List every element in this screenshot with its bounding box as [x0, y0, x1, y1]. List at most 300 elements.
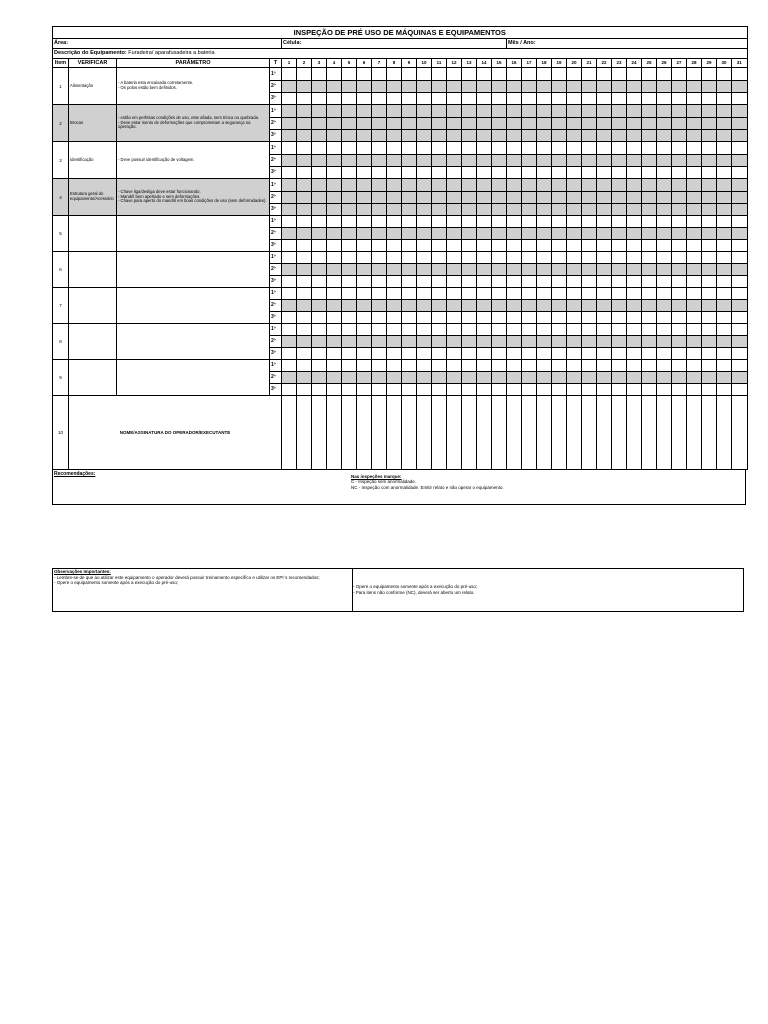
check-cell-day-12[interactable] [447, 142, 462, 155]
check-cell-day-1[interactable] [282, 81, 297, 93]
check-cell-day-3[interactable] [312, 348, 327, 360]
check-cell-day-2[interactable] [297, 167, 312, 179]
check-cell-day-14[interactable] [477, 167, 492, 179]
check-cell-day-12[interactable] [447, 192, 462, 204]
check-cell-day-7[interactable] [372, 324, 387, 336]
check-cell-day-5[interactable] [342, 228, 357, 240]
check-cell-day-27[interactable] [672, 130, 687, 142]
check-cell-day-13[interactable] [462, 264, 477, 276]
check-cell-day-1[interactable] [282, 228, 297, 240]
check-cell-day-27[interactable] [672, 312, 687, 324]
check-cell-day-4[interactable] [327, 276, 342, 288]
check-cell-day-23[interactable] [612, 228, 627, 240]
check-cell-day-5[interactable] [342, 130, 357, 142]
check-cell-day-20[interactable] [567, 252, 582, 264]
check-cell-day-31[interactable] [732, 118, 748, 130]
check-cell-day-26[interactable] [657, 384, 672, 396]
check-cell-day-8[interactable] [387, 155, 402, 167]
check-cell-day-4[interactable] [327, 300, 342, 312]
check-cell-day-13[interactable] [462, 179, 477, 192]
check-cell-day-3[interactable] [312, 118, 327, 130]
check-cell-day-5[interactable] [342, 300, 357, 312]
check-cell-day-13[interactable] [462, 228, 477, 240]
check-cell-day-4[interactable] [327, 118, 342, 130]
check-cell-day-3[interactable] [312, 228, 327, 240]
check-cell-day-30[interactable] [717, 118, 732, 130]
check-cell-day-12[interactable] [447, 324, 462, 336]
check-cell-day-1[interactable] [282, 372, 297, 384]
check-cell-day-7[interactable] [372, 118, 387, 130]
check-cell-day-21[interactable] [582, 179, 597, 192]
signature-cell-day-18[interactable] [537, 396, 552, 470]
check-cell-day-23[interactable] [612, 240, 627, 252]
check-cell-day-6[interactable] [357, 300, 372, 312]
check-cell-day-28[interactable] [687, 348, 702, 360]
signature-cell-day-30[interactable] [717, 396, 732, 470]
check-cell-day-8[interactable] [387, 179, 402, 192]
check-cell-day-19[interactable] [552, 288, 567, 300]
check-cell-day-16[interactable] [507, 155, 522, 167]
signature-cell-day-31[interactable] [732, 396, 748, 470]
check-cell-day-22[interactable] [597, 155, 612, 167]
check-cell-day-12[interactable] [447, 93, 462, 105]
check-cell-day-5[interactable] [342, 93, 357, 105]
check-cell-day-30[interactable] [717, 288, 732, 300]
check-cell-day-21[interactable] [582, 348, 597, 360]
check-cell-day-20[interactable] [567, 240, 582, 252]
check-cell-day-18[interactable] [537, 118, 552, 130]
check-cell-day-30[interactable] [717, 192, 732, 204]
check-cell-day-10[interactable] [417, 360, 432, 372]
check-cell-day-25[interactable] [642, 336, 657, 348]
check-cell-day-18[interactable] [537, 300, 552, 312]
check-cell-day-20[interactable] [567, 216, 582, 228]
check-cell-day-19[interactable] [552, 228, 567, 240]
check-cell-day-9[interactable] [402, 142, 417, 155]
check-cell-day-10[interactable] [417, 300, 432, 312]
check-cell-day-3[interactable] [312, 384, 327, 396]
check-cell-day-16[interactable] [507, 105, 522, 118]
check-cell-day-20[interactable] [567, 372, 582, 384]
check-cell-day-5[interactable] [342, 288, 357, 300]
check-cell-day-10[interactable] [417, 68, 432, 81]
check-cell-day-14[interactable] [477, 155, 492, 167]
check-cell-day-6[interactable] [357, 276, 372, 288]
check-cell-day-25[interactable] [642, 276, 657, 288]
check-cell-day-15[interactable] [492, 264, 507, 276]
check-cell-day-24[interactable] [627, 105, 642, 118]
check-cell-day-5[interactable] [342, 324, 357, 336]
check-cell-day-17[interactable] [522, 228, 537, 240]
check-cell-day-3[interactable] [312, 288, 327, 300]
check-cell-day-20[interactable] [567, 312, 582, 324]
check-cell-day-11[interactable] [432, 142, 447, 155]
check-cell-day-7[interactable] [372, 130, 387, 142]
check-cell-day-16[interactable] [507, 204, 522, 216]
check-cell-day-27[interactable] [672, 276, 687, 288]
check-cell-day-7[interactable] [372, 312, 387, 324]
check-cell-day-27[interactable] [672, 167, 687, 179]
check-cell-day-24[interactable] [627, 179, 642, 192]
check-cell-day-24[interactable] [627, 93, 642, 105]
check-cell-day-14[interactable] [477, 288, 492, 300]
check-cell-day-20[interactable] [567, 118, 582, 130]
check-cell-day-24[interactable] [627, 324, 642, 336]
check-cell-day-6[interactable] [357, 142, 372, 155]
check-cell-day-31[interactable] [732, 204, 748, 216]
check-cell-day-15[interactable] [492, 204, 507, 216]
check-cell-day-9[interactable] [402, 300, 417, 312]
check-cell-day-25[interactable] [642, 300, 657, 312]
check-cell-day-26[interactable] [657, 372, 672, 384]
check-cell-day-6[interactable] [357, 155, 372, 167]
check-cell-day-24[interactable] [627, 81, 642, 93]
check-cell-day-9[interactable] [402, 264, 417, 276]
check-cell-day-25[interactable] [642, 130, 657, 142]
check-cell-day-25[interactable] [642, 93, 657, 105]
check-cell-day-13[interactable] [462, 81, 477, 93]
check-cell-day-15[interactable] [492, 118, 507, 130]
check-cell-day-26[interactable] [657, 276, 672, 288]
check-cell-day-7[interactable] [372, 336, 387, 348]
check-cell-day-4[interactable] [327, 192, 342, 204]
check-cell-day-24[interactable] [627, 155, 642, 167]
check-cell-day-22[interactable] [597, 348, 612, 360]
check-cell-day-22[interactable] [597, 167, 612, 179]
check-cell-day-21[interactable] [582, 312, 597, 324]
check-cell-day-3[interactable] [312, 204, 327, 216]
check-cell-day-4[interactable] [327, 179, 342, 192]
check-cell-day-8[interactable] [387, 204, 402, 216]
check-cell-day-9[interactable] [402, 312, 417, 324]
check-cell-day-1[interactable] [282, 130, 297, 142]
check-cell-day-31[interactable] [732, 312, 748, 324]
check-cell-day-15[interactable] [492, 312, 507, 324]
check-cell-day-9[interactable] [402, 179, 417, 192]
check-cell-day-27[interactable] [672, 300, 687, 312]
check-cell-day-25[interactable] [642, 179, 657, 192]
check-cell-day-30[interactable] [717, 324, 732, 336]
check-cell-day-29[interactable] [702, 216, 717, 228]
check-cell-day-5[interactable] [342, 81, 357, 93]
check-cell-day-28[interactable] [687, 204, 702, 216]
check-cell-day-8[interactable] [387, 167, 402, 179]
check-cell-day-8[interactable] [387, 276, 402, 288]
check-cell-day-23[interactable] [612, 192, 627, 204]
check-cell-day-14[interactable] [477, 240, 492, 252]
check-cell-day-2[interactable] [297, 276, 312, 288]
check-cell-day-1[interactable] [282, 324, 297, 336]
check-cell-day-16[interactable] [507, 288, 522, 300]
check-cell-day-17[interactable] [522, 93, 537, 105]
check-cell-day-18[interactable] [537, 240, 552, 252]
check-cell-day-23[interactable] [612, 324, 627, 336]
check-cell-day-15[interactable] [492, 324, 507, 336]
check-cell-day-25[interactable] [642, 360, 657, 372]
check-cell-day-22[interactable] [597, 204, 612, 216]
check-cell-day-11[interactable] [432, 252, 447, 264]
check-cell-day-5[interactable] [342, 216, 357, 228]
check-cell-day-8[interactable] [387, 300, 402, 312]
check-cell-day-16[interactable] [507, 216, 522, 228]
check-cell-day-19[interactable] [552, 204, 567, 216]
check-cell-day-11[interactable] [432, 216, 447, 228]
check-cell-day-23[interactable] [612, 68, 627, 81]
check-cell-day-3[interactable] [312, 216, 327, 228]
check-cell-day-3[interactable] [312, 155, 327, 167]
check-cell-day-22[interactable] [597, 336, 612, 348]
check-cell-day-23[interactable] [612, 216, 627, 228]
check-cell-day-22[interactable] [597, 312, 612, 324]
check-cell-day-9[interactable] [402, 276, 417, 288]
check-cell-day-14[interactable] [477, 179, 492, 192]
check-cell-day-18[interactable] [537, 130, 552, 142]
check-cell-day-3[interactable] [312, 192, 327, 204]
check-cell-day-10[interactable] [417, 204, 432, 216]
check-cell-day-13[interactable] [462, 252, 477, 264]
check-cell-day-16[interactable] [507, 384, 522, 396]
check-cell-day-26[interactable] [657, 324, 672, 336]
check-cell-day-29[interactable] [702, 264, 717, 276]
check-cell-day-26[interactable] [657, 167, 672, 179]
check-cell-day-7[interactable] [372, 300, 387, 312]
check-cell-day-4[interactable] [327, 81, 342, 93]
check-cell-day-4[interactable] [327, 93, 342, 105]
check-cell-day-13[interactable] [462, 204, 477, 216]
check-cell-day-23[interactable] [612, 252, 627, 264]
check-cell-day-2[interactable] [297, 252, 312, 264]
check-cell-day-11[interactable] [432, 348, 447, 360]
check-cell-day-26[interactable] [657, 300, 672, 312]
check-cell-day-4[interactable] [327, 264, 342, 276]
check-cell-day-27[interactable] [672, 228, 687, 240]
check-cell-day-21[interactable] [582, 105, 597, 118]
check-cell-day-6[interactable] [357, 348, 372, 360]
check-cell-day-4[interactable] [327, 204, 342, 216]
check-cell-day-29[interactable] [702, 155, 717, 167]
check-cell-day-13[interactable] [462, 142, 477, 155]
check-cell-day-14[interactable] [477, 204, 492, 216]
check-cell-day-5[interactable] [342, 264, 357, 276]
check-cell-day-23[interactable] [612, 118, 627, 130]
check-cell-day-11[interactable] [432, 372, 447, 384]
check-cell-day-13[interactable] [462, 372, 477, 384]
check-cell-day-28[interactable] [687, 360, 702, 372]
check-cell-day-10[interactable] [417, 312, 432, 324]
check-cell-day-11[interactable] [432, 276, 447, 288]
check-cell-day-11[interactable] [432, 384, 447, 396]
check-cell-day-29[interactable] [702, 372, 717, 384]
check-cell-day-25[interactable] [642, 324, 657, 336]
check-cell-day-4[interactable] [327, 167, 342, 179]
check-cell-day-22[interactable] [597, 252, 612, 264]
check-cell-day-20[interactable] [567, 324, 582, 336]
check-cell-day-28[interactable] [687, 68, 702, 81]
check-cell-day-23[interactable] [612, 93, 627, 105]
check-cell-day-22[interactable] [597, 372, 612, 384]
check-cell-day-20[interactable] [567, 360, 582, 372]
check-cell-day-24[interactable] [627, 167, 642, 179]
check-cell-day-3[interactable] [312, 312, 327, 324]
check-cell-day-26[interactable] [657, 93, 672, 105]
check-cell-day-17[interactable] [522, 105, 537, 118]
check-cell-day-2[interactable] [297, 81, 312, 93]
check-cell-day-28[interactable] [687, 240, 702, 252]
check-cell-day-2[interactable] [297, 130, 312, 142]
check-cell-day-17[interactable] [522, 118, 537, 130]
check-cell-day-18[interactable] [537, 228, 552, 240]
check-cell-day-28[interactable] [687, 130, 702, 142]
check-cell-day-14[interactable] [477, 264, 492, 276]
check-cell-day-17[interactable] [522, 384, 537, 396]
signature-cell-day-3[interactable] [312, 396, 327, 470]
check-cell-day-27[interactable] [672, 240, 687, 252]
check-cell-day-8[interactable] [387, 68, 402, 81]
check-cell-day-12[interactable] [447, 372, 462, 384]
check-cell-day-1[interactable] [282, 336, 297, 348]
check-cell-day-9[interactable] [402, 130, 417, 142]
signature-cell-day-28[interactable] [687, 396, 702, 470]
check-cell-day-20[interactable] [567, 167, 582, 179]
check-cell-day-23[interactable] [612, 264, 627, 276]
check-cell-day-6[interactable] [357, 204, 372, 216]
check-cell-day-9[interactable] [402, 384, 417, 396]
check-cell-day-31[interactable] [732, 360, 748, 372]
check-cell-day-31[interactable] [732, 264, 748, 276]
check-cell-day-23[interactable] [612, 336, 627, 348]
check-cell-day-7[interactable] [372, 288, 387, 300]
check-cell-day-12[interactable] [447, 240, 462, 252]
check-cell-day-31[interactable] [732, 216, 748, 228]
check-cell-day-8[interactable] [387, 312, 402, 324]
check-cell-day-13[interactable] [462, 155, 477, 167]
check-cell-day-27[interactable] [672, 93, 687, 105]
check-cell-day-31[interactable] [732, 288, 748, 300]
check-cell-day-11[interactable] [432, 68, 447, 81]
check-cell-day-30[interactable] [717, 142, 732, 155]
check-cell-day-12[interactable] [447, 167, 462, 179]
check-cell-day-12[interactable] [447, 336, 462, 348]
check-cell-day-28[interactable] [687, 118, 702, 130]
check-cell-day-7[interactable] [372, 252, 387, 264]
check-cell-day-29[interactable] [702, 68, 717, 81]
check-cell-day-6[interactable] [357, 130, 372, 142]
check-cell-day-1[interactable] [282, 264, 297, 276]
check-cell-day-22[interactable] [597, 264, 612, 276]
check-cell-day-7[interactable] [372, 360, 387, 372]
check-cell-day-8[interactable] [387, 264, 402, 276]
check-cell-day-28[interactable] [687, 384, 702, 396]
check-cell-day-10[interactable] [417, 155, 432, 167]
signature-cell-day-9[interactable] [402, 396, 417, 470]
check-cell-day-22[interactable] [597, 130, 612, 142]
check-cell-day-24[interactable] [627, 68, 642, 81]
check-cell-day-6[interactable] [357, 360, 372, 372]
check-cell-day-5[interactable] [342, 105, 357, 118]
check-cell-day-26[interactable] [657, 81, 672, 93]
check-cell-day-23[interactable] [612, 288, 627, 300]
check-cell-day-3[interactable] [312, 360, 327, 372]
check-cell-day-23[interactable] [612, 360, 627, 372]
check-cell-day-11[interactable] [432, 118, 447, 130]
check-cell-day-5[interactable] [342, 372, 357, 384]
check-cell-day-17[interactable] [522, 348, 537, 360]
check-cell-day-16[interactable] [507, 142, 522, 155]
check-cell-day-7[interactable] [372, 264, 387, 276]
check-cell-day-16[interactable] [507, 312, 522, 324]
check-cell-day-9[interactable] [402, 105, 417, 118]
check-cell-day-14[interactable] [477, 252, 492, 264]
check-cell-day-3[interactable] [312, 68, 327, 81]
check-cell-day-21[interactable] [582, 118, 597, 130]
check-cell-day-15[interactable] [492, 179, 507, 192]
check-cell-day-27[interactable] [672, 372, 687, 384]
check-cell-day-27[interactable] [672, 324, 687, 336]
check-cell-day-26[interactable] [657, 288, 672, 300]
check-cell-day-26[interactable] [657, 105, 672, 118]
check-cell-day-17[interactable] [522, 336, 537, 348]
check-cell-day-20[interactable] [567, 276, 582, 288]
check-cell-day-28[interactable] [687, 167, 702, 179]
check-cell-day-24[interactable] [627, 216, 642, 228]
check-cell-day-26[interactable] [657, 312, 672, 324]
check-cell-day-15[interactable] [492, 192, 507, 204]
check-cell-day-2[interactable] [297, 155, 312, 167]
check-cell-day-20[interactable] [567, 300, 582, 312]
check-cell-day-17[interactable] [522, 300, 537, 312]
signature-cell-day-19[interactable] [552, 396, 567, 470]
check-cell-day-10[interactable] [417, 276, 432, 288]
check-cell-day-30[interactable] [717, 216, 732, 228]
check-cell-day-23[interactable] [612, 142, 627, 155]
check-cell-day-6[interactable] [357, 179, 372, 192]
check-cell-day-5[interactable] [342, 240, 357, 252]
check-cell-day-11[interactable] [432, 336, 447, 348]
check-cell-day-19[interactable] [552, 179, 567, 192]
check-cell-day-18[interactable] [537, 179, 552, 192]
check-cell-day-25[interactable] [642, 192, 657, 204]
check-cell-day-13[interactable] [462, 360, 477, 372]
check-cell-day-9[interactable] [402, 81, 417, 93]
check-cell-day-27[interactable] [672, 348, 687, 360]
check-cell-day-6[interactable] [357, 324, 372, 336]
check-cell-day-11[interactable] [432, 240, 447, 252]
check-cell-day-18[interactable] [537, 324, 552, 336]
check-cell-day-1[interactable] [282, 105, 297, 118]
check-cell-day-30[interactable] [717, 228, 732, 240]
check-cell-day-25[interactable] [642, 155, 657, 167]
check-cell-day-26[interactable] [657, 142, 672, 155]
check-cell-day-4[interactable] [327, 105, 342, 118]
check-cell-day-4[interactable] [327, 240, 342, 252]
check-cell-day-26[interactable] [657, 252, 672, 264]
check-cell-day-26[interactable] [657, 192, 672, 204]
check-cell-day-22[interactable] [597, 240, 612, 252]
check-cell-day-20[interactable] [567, 68, 582, 81]
check-cell-day-6[interactable] [357, 105, 372, 118]
check-cell-day-30[interactable] [717, 360, 732, 372]
check-cell-day-29[interactable] [702, 252, 717, 264]
check-cell-day-3[interactable] [312, 167, 327, 179]
check-cell-day-10[interactable] [417, 216, 432, 228]
check-cell-day-30[interactable] [717, 348, 732, 360]
check-cell-day-8[interactable] [387, 216, 402, 228]
check-cell-day-14[interactable] [477, 142, 492, 155]
check-cell-day-30[interactable] [717, 372, 732, 384]
check-cell-day-22[interactable] [597, 276, 612, 288]
check-cell-day-31[interactable] [732, 192, 748, 204]
check-cell-day-10[interactable] [417, 288, 432, 300]
